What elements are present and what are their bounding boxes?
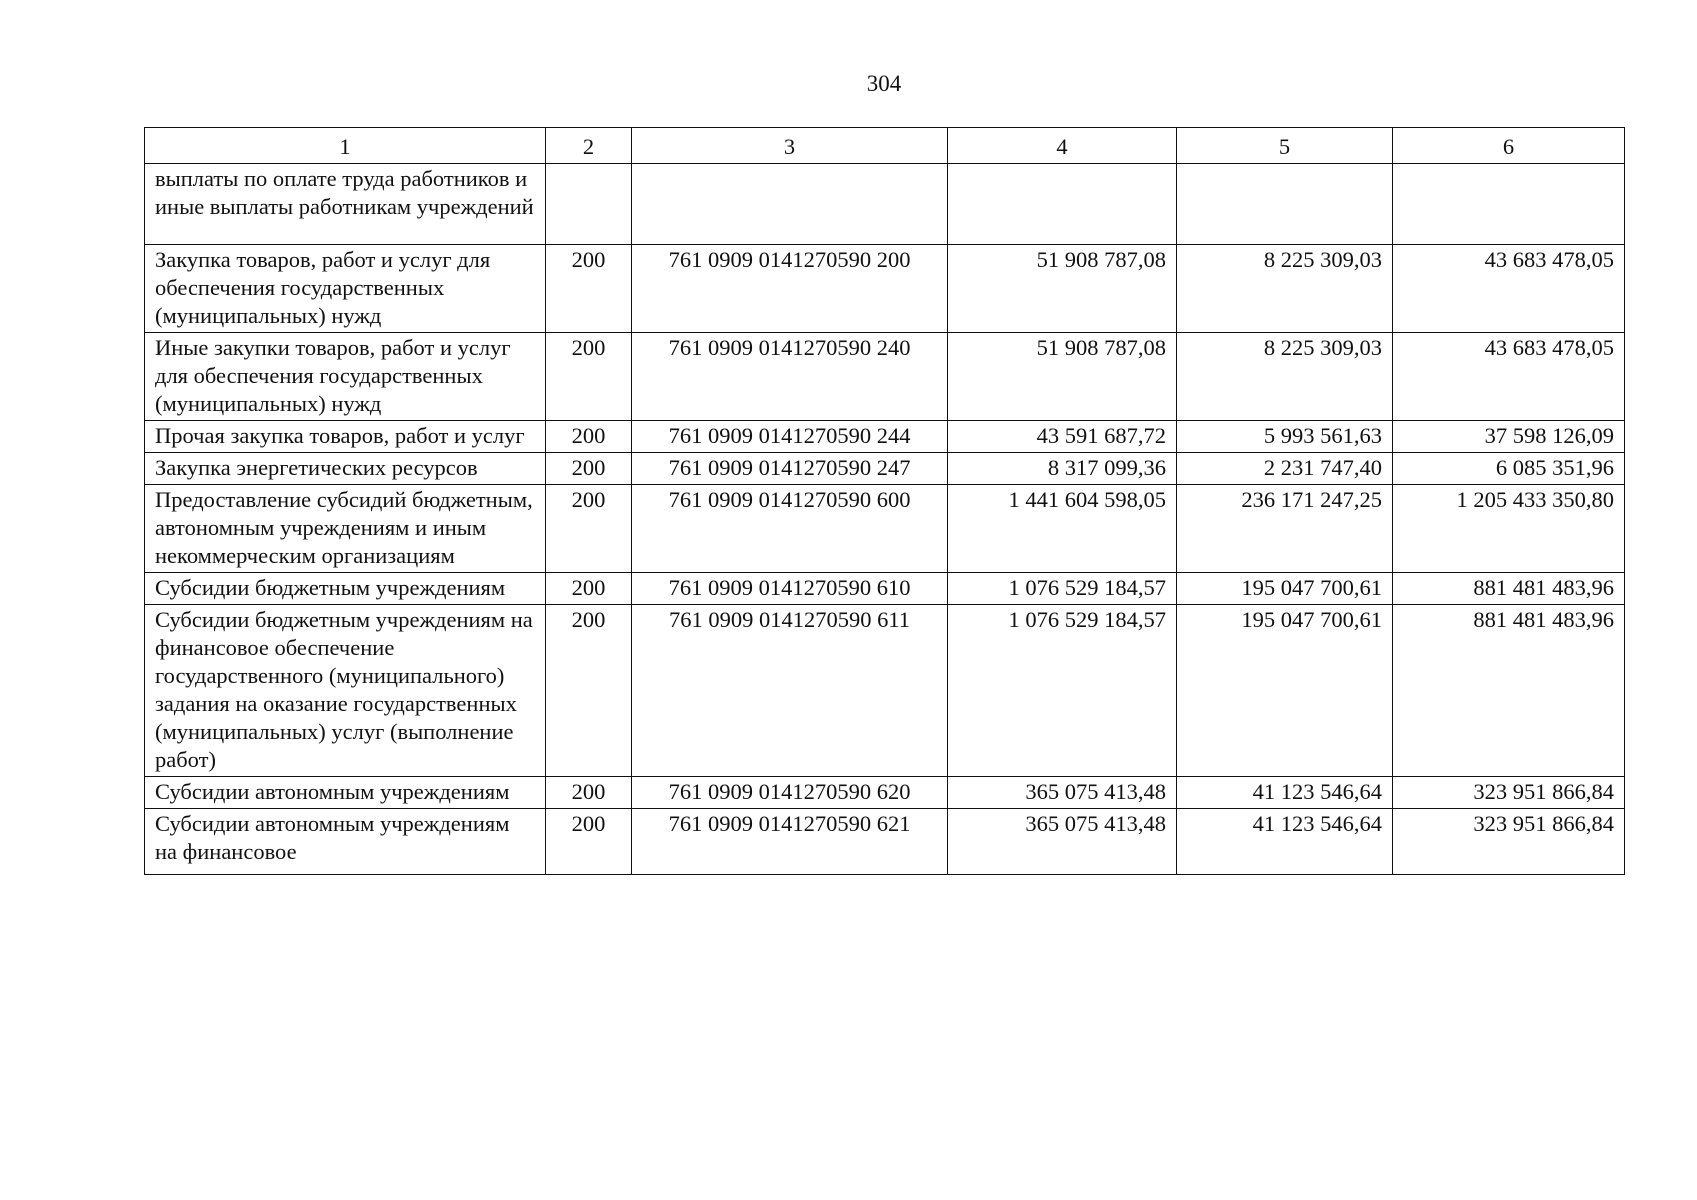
row-budget-code: 761 0909 0141270590 244	[632, 421, 948, 453]
row-name: Субсидии автономным учреждениям на финансовое	[145, 809, 546, 875]
table-row	[145, 245, 1625, 333]
row-name: Предоставление субсидий бюджетным, автономным учреждениям и иным некоммерческим организациям	[145, 485, 546, 573]
row-name: Субсидии бюджетным учреждениям на финансовое обеспечение государственного (муниципального) задания на оказание государственных (муниципальных) услуг (выполнение работ)	[145, 605, 546, 777]
row-unexecuted: 6 085 351,96	[1393, 453, 1625, 485]
header-row	[145, 128, 1625, 164]
row-unexecuted: 881 481 483,96	[1393, 605, 1625, 777]
row-executed: 2 231 747,40	[1177, 453, 1393, 485]
row-approved: 1 076 529 184,57	[948, 573, 1177, 605]
row-approved: 365 075 413,48	[948, 809, 1177, 875]
row-executed: 195 047 700,61	[1177, 605, 1393, 777]
table-row	[145, 164, 1625, 245]
row-line-code	[546, 164, 632, 245]
row-name: Иные закупки товаров, работ и услуг для обеспечения государственных (муниципальных) нужд	[145, 333, 546, 421]
row-approved: 8 317 099,36	[948, 453, 1177, 485]
table-body	[145, 164, 1625, 875]
row-unexecuted	[1393, 164, 1625, 245]
row-unexecuted: 323 951 866,84	[1393, 777, 1625, 809]
row-approved: 1 076 529 184,57	[948, 605, 1177, 777]
table-row	[145, 421, 1625, 453]
row-line-code: 200	[546, 605, 632, 777]
row-unexecuted: 37 598 126,09	[1393, 421, 1625, 453]
row-approved: 1 441 604 598,05	[948, 485, 1177, 573]
row-line-code: 200	[546, 573, 632, 605]
column-header-3: 3	[632, 128, 948, 164]
row-line-code: 200	[546, 245, 632, 333]
row-budget-code: 761 0909 0141270590 247	[632, 453, 948, 485]
row-budget-code: 761 0909 0141270590 611	[632, 605, 948, 777]
row-line-code: 200	[546, 333, 632, 421]
row-approved: 51 908 787,08	[948, 333, 1177, 421]
row-unexecuted: 1 205 433 350,80	[1393, 485, 1625, 573]
row-executed: 195 047 700,61	[1177, 573, 1393, 605]
row-line-code: 200	[546, 485, 632, 573]
row-executed: 41 123 546,64	[1177, 809, 1393, 875]
row-budget-code: 761 0909 0141270590 620	[632, 777, 948, 809]
row-line-code: 200	[546, 453, 632, 485]
row-executed: 8 225 309,03	[1177, 333, 1393, 421]
column-header-2: 2	[546, 128, 632, 164]
row-budget-code: 761 0909 0141270590 621	[632, 809, 948, 875]
table-row	[145, 485, 1625, 573]
row-name: Субсидии бюджетным учреждениям	[145, 573, 546, 605]
row-name: выплаты по оплате труда работников и иные выплаты работникам учреждений	[145, 164, 546, 245]
table-header	[145, 128, 1625, 164]
column-header-4: 4	[948, 128, 1177, 164]
budget-execution-table	[144, 127, 1625, 875]
row-executed: 41 123 546,64	[1177, 777, 1393, 809]
row-name: Закупка товаров, работ и услуг для обеспечения государственных (муниципальных) нужд	[145, 245, 546, 333]
row-name: Субсидии автономным учреждениям	[145, 777, 546, 809]
row-budget-code: 761 0909 0141270590 600	[632, 485, 948, 573]
table-row	[145, 809, 1625, 875]
row-executed: 8 225 309,03	[1177, 245, 1393, 333]
column-header-1: 1	[145, 128, 546, 164]
row-unexecuted: 323 951 866,84	[1393, 809, 1625, 875]
row-name: Прочая закупка товаров, работ и услуг	[145, 421, 546, 453]
row-unexecuted: 43 683 478,05	[1393, 333, 1625, 421]
table-row	[145, 777, 1625, 809]
row-budget-code	[632, 164, 948, 245]
column-header-5: 5	[1177, 128, 1393, 164]
column-header-6: 6	[1393, 128, 1625, 164]
table-row	[145, 453, 1625, 485]
row-executed	[1177, 164, 1393, 245]
row-line-code: 200	[546, 809, 632, 875]
row-approved	[948, 164, 1177, 245]
row-approved: 43 591 687,72	[948, 421, 1177, 453]
row-name: Закупка энергетических ресурсов	[145, 453, 546, 485]
row-budget-code: 761 0909 0141270590 240	[632, 333, 948, 421]
row-unexecuted: 43 683 478,05	[1393, 245, 1625, 333]
row-unexecuted: 881 481 483,96	[1393, 573, 1625, 605]
row-approved: 51 908 787,08	[948, 245, 1177, 333]
row-budget-code: 761 0909 0141270590 610	[632, 573, 948, 605]
table-row	[145, 573, 1625, 605]
table-row	[145, 605, 1625, 777]
row-line-code: 200	[546, 421, 632, 453]
page-number: 304	[866, 71, 902, 96]
row-executed: 236 171 247,25	[1177, 485, 1393, 573]
row-line-code: 200	[546, 777, 632, 809]
row-budget-code: 761 0909 0141270590 200	[632, 245, 948, 333]
table-row	[145, 333, 1625, 421]
row-executed: 5 993 561,63	[1177, 421, 1393, 453]
row-approved: 365 075 413,48	[948, 777, 1177, 809]
